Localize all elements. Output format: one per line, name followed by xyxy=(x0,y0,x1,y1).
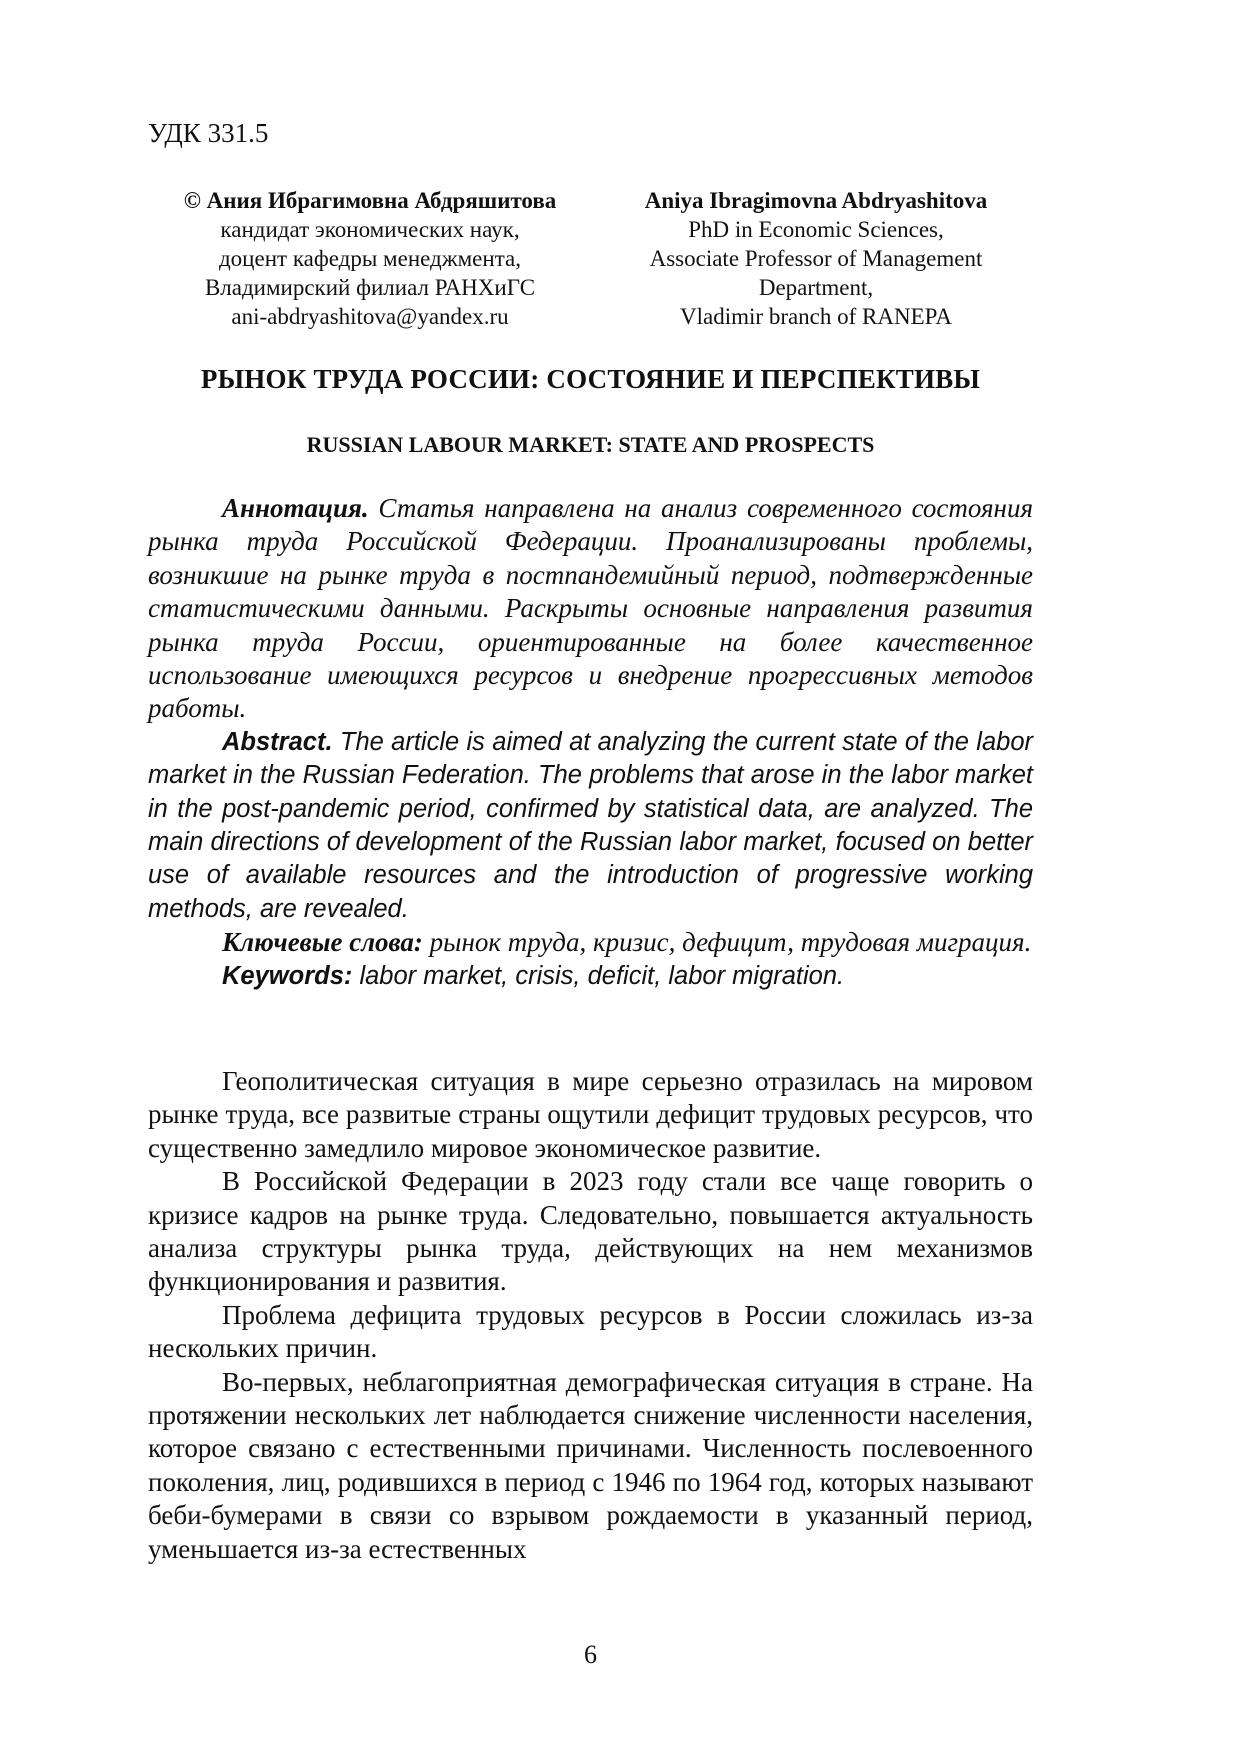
annotation-ru xyxy=(148,492,1033,726)
author-block-ru xyxy=(150,186,590,331)
author-email: ani-abdryashitova@yandex.ru xyxy=(231,304,509,329)
keywords-en-text: labor market, crisis, deficit, labor migration. xyxy=(352,961,845,990)
author-degree-ru: кандидат экономических наук, xyxy=(220,217,520,242)
keywords-en xyxy=(148,960,1033,993)
keywords-ru-text: рынок труда, кризис, дефицит, трудовая миграция. xyxy=(422,927,1032,958)
body-paragraph: В Российской Федерации в 2023 году стали все чаще говорить о кризисе кадров на рынке труда. Следовательно, повышается актуальность анализа структуры рынка труда, действующих на нем механизмов функционирования и развития. xyxy=(148,1166,1033,1297)
author-position-en: Associate Professor of Management xyxy=(649,246,983,271)
body-paragraph: Во-первых, неблагоприятная демографическая ситуация в стране. На протяжении нескольких лет наблюдается снижение численности населения, которое связано с естественными причинами. Численность послевоенного поколения, лиц, родившихся в период с 1946 по 1964 год, которых называют беби-бумерами в связи со взрывом рождаемости в указанный период, уменьшается из-за естественных xyxy=(148,1366,1033,1564)
author-department-en: Department, xyxy=(758,275,874,300)
author-block-en xyxy=(596,186,1036,331)
keywords-ru-label: Ключевые слова: xyxy=(222,927,423,958)
article-title-en: RUSSIAN LABOUR MARKET: STATE AND PROSPECTS xyxy=(306,432,875,457)
annotation-text: Статья направлена на анализ современного состояния рынка труда Российской Федерации. Проанализированы проблемы, возникшие на рынке труда в постпандемийный период, подтвержденные статистическими данными. Раскрыты основные направления развития рынка труда России, ориентированные на более качественное использование имеющихся ресурсов и внедрение прогрессивных методов работы. xyxy=(148,493,1033,724)
abstract-label: Abstract. xyxy=(222,727,333,756)
author-affiliation-en: Vladimir branch of RANEPA xyxy=(680,304,952,329)
author-affiliation-ru: Владимирский филиал РАНХиГС xyxy=(204,275,536,300)
keywords-ru xyxy=(148,926,1033,959)
abstract-en xyxy=(148,726,1033,926)
article-body xyxy=(148,1065,1033,1566)
body-paragraph: Геополитическая ситуация в мире серьезно отразилась на мировом рынке труда, все развитые страны ощутили дефицит трудовых ресурсов, что существенно замедлило мировое экономическое развитие. xyxy=(148,1066,1033,1163)
page-number: 6 xyxy=(584,1640,597,1669)
annotation-label: Аннотация. xyxy=(222,493,369,523)
abstracts-section xyxy=(148,492,1033,993)
udk-code: УДК 331.5 xyxy=(148,118,269,148)
author-position-ru: доцент кафедры менеджмента, xyxy=(218,246,521,271)
author-name-ru: © Ания Ибрагимовна Абдряшитова xyxy=(183,188,557,213)
author-name-en: Aniya Ibragimovna Abdryashitova xyxy=(644,188,988,213)
keywords-en-label: Keywords: xyxy=(222,961,353,990)
abstract-text: The article is aimed at analyzing the current state of the labor market in the Russian Federation. The problems that arose in the labor market in the post-pandemic period, confirmed by statistical data, are analyzed. The main directions of development of the Russian labor market, focused on better use of available resources and the introduction of progressive working methods, are revealed. xyxy=(148,727,1033,923)
body-paragraph: Проблема дефицита трудовых ресурсов в России сложилась из-за нескольких причин. xyxy=(148,1299,1033,1364)
article-title-ru: РЫНОК ТРУДА РОССИИ: СОСТОЯНИЕ И ПЕРСПЕКТИВЫ xyxy=(200,364,981,394)
author-degree-en: PhD in Economic Sciences, xyxy=(688,217,944,242)
